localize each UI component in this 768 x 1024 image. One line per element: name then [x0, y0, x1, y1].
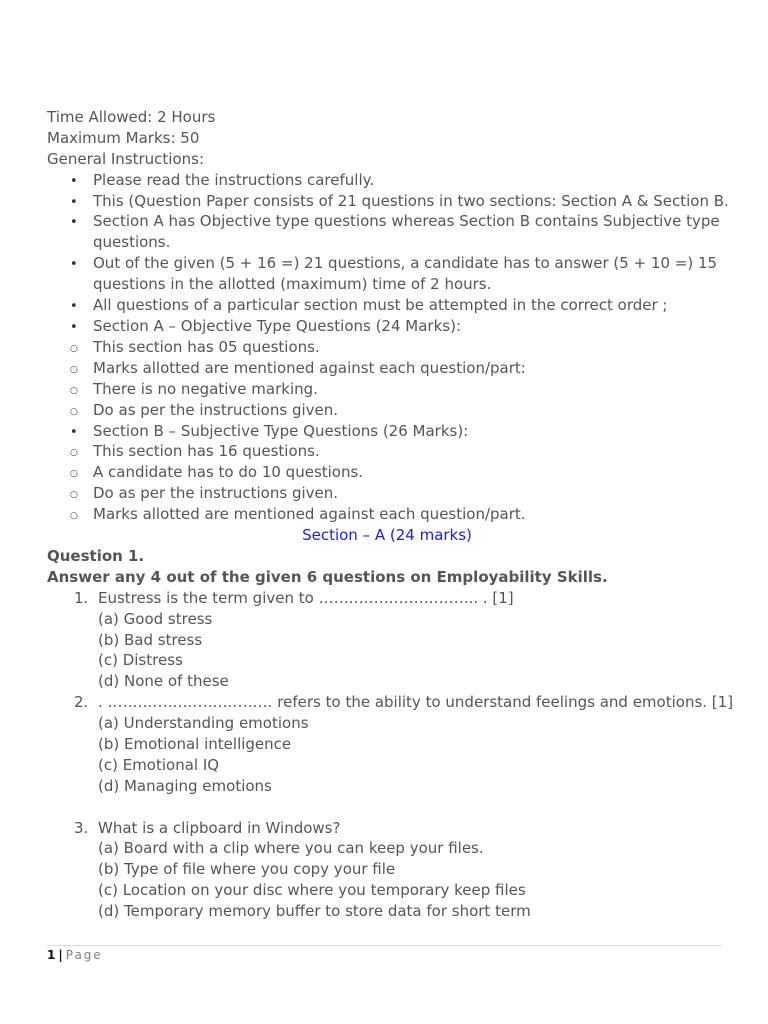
bullet-disc-icon	[70, 170, 80, 193]
bullet-disc-icon	[70, 211, 80, 234]
list-item: ○ This section has 16 questions.	[47, 441, 727, 462]
list-item: ○ There is no negative marking.	[47, 379, 727, 400]
list-item: ○ Do as per the instructions given.	[47, 400, 727, 421]
footer-divider	[47, 945, 722, 946]
list-item: • Please read the instructions carefully.	[47, 170, 727, 191]
question-number: 2.	[74, 693, 89, 712]
answer-option: (c) Distress	[98, 651, 183, 670]
answer-option: (a) Board with a clip where you can keep your files.	[98, 839, 484, 858]
bullet-disc-icon	[70, 295, 80, 318]
list-item: • Out of the given (5 + 16 =) 21 questions, a candidate has to answer (5 + 10 =) 15 questions in the allotted (maximum) time of 2 hours.	[47, 253, 727, 295]
general-instructions-heading: General Instructions:	[47, 149, 205, 168]
time-allowed: Time Allowed: 2 Hours	[47, 108, 216, 126]
bullet-circle-icon	[70, 504, 80, 528]
answer-option: (d) Temporary memory buffer to store data for short term	[98, 902, 531, 921]
answer-option: (a) Good stress	[98, 609, 213, 628]
question-list	[47, 588, 734, 922]
bullet-disc-icon	[70, 316, 80, 339]
answer-option: (a) Understanding emotions	[98, 714, 309, 733]
list-item: ○ Marks allotted are mentioned against each question/part.	[47, 504, 727, 525]
maximum-marks: Maximum Marks: 50	[47, 128, 200, 147]
question-subtitle: Answer any 4 out of the given 6 questions on Employability Skills.	[47, 567, 608, 586]
page-label: Page	[65, 948, 103, 962]
instructions-list	[47, 170, 727, 525]
answer-option: (c) Emotional IQ	[98, 755, 220, 774]
question-number: 3.	[74, 818, 89, 837]
list-item: • This (Question Paper consists of 21 questions in two sections: Section A & Section B.	[47, 191, 727, 212]
question-item	[47, 818, 727, 839]
list-item: ○ Marks allotted are mentioned against each question/part:	[47, 358, 727, 379]
question-number: 1.	[74, 588, 89, 607]
list-item: • Section B – Subjective Type Questions (26 Marks):	[47, 421, 727, 442]
answer-option: (c) Location on your disc where you temporary keep files	[98, 881, 526, 900]
list-item: ○ Do as per the instructions given.	[47, 483, 727, 504]
bullet-disc-icon	[70, 191, 80, 214]
list-item: • Section A – Objective Type Questions (24 Marks):	[47, 316, 727, 337]
footer-separator: |	[58, 948, 63, 962]
list-item: • Section A has Objective type questions whereas Section B contains Subjective type questions.	[47, 211, 727, 253]
answer-option: (d) Managing emotions	[98, 776, 272, 795]
question-text: Eustress is the term given to ………………………….. . [1]	[98, 588, 514, 607]
question-text: What is a clipboard in Windows?	[98, 818, 341, 837]
bullet-disc-icon	[70, 421, 80, 444]
page-footer	[47, 948, 103, 962]
answer-option: (b) Type of file where you copy your file	[98, 860, 396, 879]
document-body	[47, 107, 734, 922]
question-text: . …………………………… refers to the ability to understand feelings and emotions. [1]	[98, 693, 734, 712]
list-item: ○ A candidate has to do 10 questions.	[47, 462, 727, 483]
answer-option: (b) Emotional intelligence	[98, 735, 292, 754]
answer-option: (b) Bad stress	[98, 630, 203, 649]
section-a-heading: Section – A (24 marks)	[302, 526, 472, 545]
list-item: ○ This section has 05 questions.	[47, 337, 727, 358]
question-item	[47, 588, 727, 609]
list-item: • All questions of a particular section must be attempted in the correct order ;	[47, 295, 727, 316]
page-number: 1	[47, 948, 56, 962]
spacer	[47, 797, 727, 818]
bullet-disc-icon	[70, 253, 80, 276]
question-item	[47, 692, 734, 713]
answer-option: (d) None of these	[98, 672, 229, 691]
question-title: Question 1.	[47, 546, 145, 565]
